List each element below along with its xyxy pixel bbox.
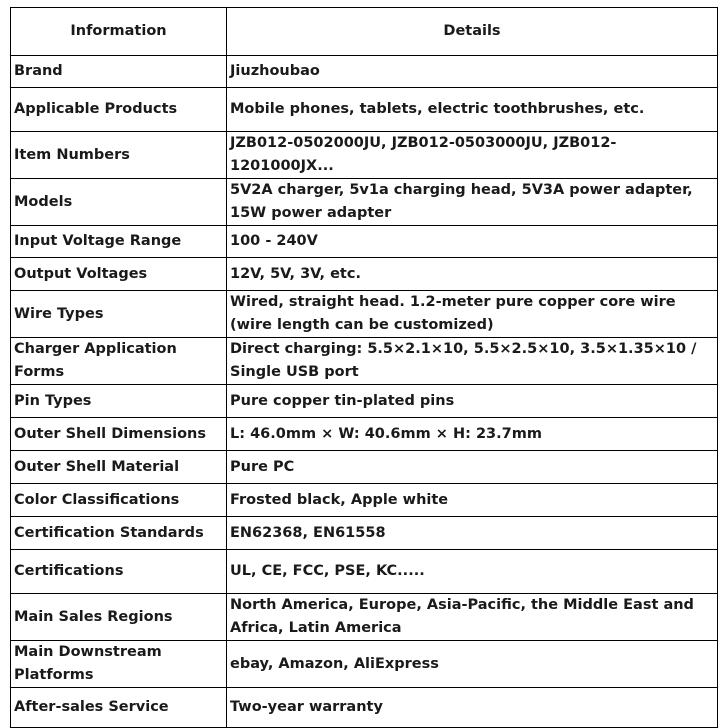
row-value: Wired, straight head. 1.2-meter pure copper core wire (wire length can be customized) bbox=[227, 291, 718, 338]
table-row bbox=[11, 385, 718, 418]
row-value: EN62368, EN61558 bbox=[227, 517, 718, 550]
row-label: Outer Shell Dimensions bbox=[11, 418, 227, 451]
table-header-row bbox=[11, 8, 718, 56]
row-label: Item Numbers bbox=[11, 132, 227, 179]
row-value: North America, Europe, Asia-Pacific, the Middle East and Africa, Latin America bbox=[227, 594, 718, 641]
table-row bbox=[11, 179, 718, 226]
column-header-information: Information bbox=[11, 8, 227, 56]
table-row bbox=[11, 641, 718, 688]
table-row bbox=[11, 226, 718, 258]
table-row bbox=[11, 132, 718, 179]
table-row bbox=[11, 418, 718, 451]
row-value: 5V2A charger, 5v1a charging head, 5V3A power adapter, 15W power adapter bbox=[227, 179, 718, 226]
table-row bbox=[11, 594, 718, 641]
table-row bbox=[11, 291, 718, 338]
row-label: Main Downstream Platforms bbox=[11, 641, 227, 688]
row-label: Models bbox=[11, 179, 227, 226]
table-row bbox=[11, 451, 718, 484]
column-header-details: Details bbox=[227, 8, 718, 56]
row-value: 12V, 5V, 3V, etc. bbox=[227, 258, 718, 291]
row-label: Main Sales Regions bbox=[11, 594, 227, 641]
row-label: Brand bbox=[11, 56, 227, 88]
row-label: Wire Types bbox=[11, 291, 227, 338]
row-label: Certification Standards bbox=[11, 517, 227, 550]
spec-table bbox=[10, 7, 718, 728]
row-label: Pin Types bbox=[11, 385, 227, 418]
row-label: Color Classifications bbox=[11, 484, 227, 517]
row-label: Applicable Products bbox=[11, 88, 227, 132]
row-value: ebay, Amazon, AliExpress bbox=[227, 641, 718, 688]
row-label: Charger Application Forms bbox=[11, 338, 227, 385]
row-value: Mobile phones, tablets, electric toothbrushes, etc. bbox=[227, 88, 718, 132]
table-row bbox=[11, 517, 718, 550]
row-label: After-sales Service bbox=[11, 688, 227, 728]
row-value: Pure copper tin-plated pins bbox=[227, 385, 718, 418]
row-value: Jiuzhoubao bbox=[227, 56, 718, 88]
row-value: Direct charging: 5.5×2.1×10, 5.5×2.5×10, 3.5×1.35×10 / Single USB port bbox=[227, 338, 718, 385]
row-label: Certifications bbox=[11, 550, 227, 594]
table-row bbox=[11, 484, 718, 517]
row-value: UL, CE, FCC, PSE, KC..... bbox=[227, 550, 718, 594]
row-value: L: 46.0mm × W: 40.6mm × H: 23.7mm bbox=[227, 418, 718, 451]
row-label: Outer Shell Material bbox=[11, 451, 227, 484]
row-label: Input Voltage Range bbox=[11, 226, 227, 258]
table-row bbox=[11, 56, 718, 88]
row-value: Pure PC bbox=[227, 451, 718, 484]
table-row bbox=[11, 88, 718, 132]
table-row bbox=[11, 338, 718, 385]
row-value: 100 - 240V bbox=[227, 226, 718, 258]
table-row bbox=[11, 258, 718, 291]
row-value: JZB012-0502000JU, JZB012-0503000JU, JZB012-1201000JX... bbox=[227, 132, 718, 179]
table-row bbox=[11, 550, 718, 594]
row-value: Frosted black, Apple white bbox=[227, 484, 718, 517]
row-label: Output Voltages bbox=[11, 258, 227, 291]
table-row bbox=[11, 688, 718, 728]
row-value: Two-year warranty bbox=[227, 688, 718, 728]
